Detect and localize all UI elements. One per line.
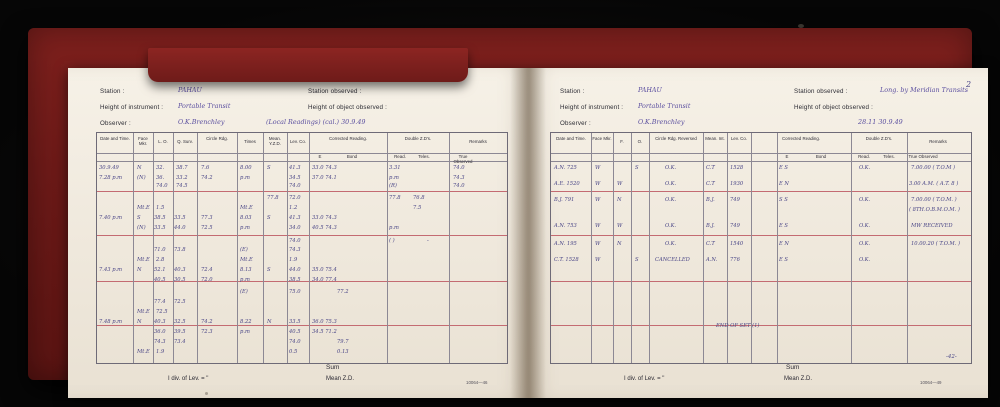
table-cell: 7.43 p.m: [99, 267, 123, 273]
table-cell: O.K.: [665, 165, 677, 171]
table-cell: CANCELLED: [655, 257, 690, 263]
right-col-doublezd: Double Z.D's.: [865, 136, 893, 141]
table-cell: W: [595, 165, 601, 171]
table-cell: 74.0: [453, 165, 465, 171]
table-cell: 7.00.00 ( T.O.M ): [911, 165, 956, 171]
left-sub-e: E: [318, 154, 322, 159]
table-cell: 7.40 p.m: [99, 215, 123, 221]
left-observer-value: O.K.Brenchley: [178, 118, 225, 126]
left-mean-zd-label: Mean Z.D.: [326, 376, 355, 382]
left-col-datetime: Date and Time.: [100, 136, 130, 141]
left-height-object-label: Height of object observed :: [308, 104, 388, 111]
table-cell: 10.00.20 ( T.O.M. ): [911, 241, 960, 247]
table-cell: 776: [730, 257, 740, 263]
table-cell: 40.5: [154, 277, 166, 283]
left-observation-table: [96, 132, 508, 364]
table-cell: ( ): [389, 238, 395, 244]
right-col-levco: Lev. Co.: [730, 136, 748, 141]
table-cell: 74.2: [201, 319, 213, 325]
table-cell: 749: [730, 197, 740, 203]
table-cell: p.m: [240, 329, 250, 335]
right-station-observed-value: Long. by Meridian Transits: [880, 86, 969, 94]
table-cell: 77.8: [267, 195, 279, 201]
right-height-instrument-value: Portable Transit: [638, 102, 691, 110]
table-cell: p.m: [240, 277, 250, 283]
table-cell: (N): [137, 175, 146, 181]
table-cell: 74.3: [453, 175, 465, 181]
table-cell: MW RECEIVED: [911, 223, 953, 229]
table-cell: 72.4: [201, 267, 213, 273]
right-col-mean: Mean. Int.: [705, 136, 725, 141]
table-cell: 72.5: [201, 225, 213, 231]
table-cell: O.K.: [859, 197, 871, 203]
left-col-levco: Lev. Co.: [289, 139, 307, 144]
table-cell: C.T: [706, 165, 715, 171]
end-of-set-note: END OF SET (1): [716, 323, 760, 329]
table-cell: 1.9: [289, 257, 298, 263]
table-cell: 749: [730, 223, 740, 229]
table-cell: 34.5 71.2: [312, 329, 337, 335]
right-height-object-label: Height of object observed :: [794, 104, 874, 111]
book-cover: [28, 28, 972, 385]
table-cell: 40.5: [289, 329, 301, 335]
table-cell: 1.9: [156, 349, 165, 355]
left-page: [68, 68, 529, 398]
table-cell: O.K.: [859, 223, 871, 229]
table-cell: W: [595, 257, 601, 263]
table-cell: Mt.E: [240, 205, 253, 211]
table-cell: 74.0: [453, 183, 465, 189]
table-cell: 35.0 75.4: [312, 267, 337, 273]
table-cell: O.K.: [665, 223, 677, 229]
table-cell: E S: [779, 165, 788, 171]
table-cell: 77.8: [389, 195, 401, 201]
table-cell: 7.28 p.m: [99, 175, 123, 181]
page-spread: [68, 68, 988, 398]
table-cell: 1.2: [289, 205, 298, 211]
table-cell: B.J.: [706, 197, 715, 203]
table-cell: 41.3: [289, 215, 301, 221]
page-number: 2: [966, 80, 972, 89]
table-cell: 33.5: [154, 225, 166, 231]
table-cell: (E): [240, 289, 248, 295]
table-cell: A.N. 753: [554, 223, 577, 229]
left-sum-label: Sum: [326, 364, 340, 371]
left-sub-teles: Teles.: [418, 154, 430, 159]
table-cell: 33.5: [289, 319, 301, 325]
table-cell: 34.0: [289, 225, 301, 231]
table-cell: 0.5: [289, 349, 298, 355]
table-cell: 77.3: [201, 215, 213, 221]
right-col-face: Face Mkr.: [592, 136, 612, 141]
table-cell: 77.4: [154, 299, 166, 305]
table-cell: 38.5: [154, 215, 166, 221]
table-cell: p.m: [389, 175, 399, 181]
right-sub-teles: Teles.: [883, 154, 895, 159]
table-cell: 30.9.49: [99, 165, 119, 171]
table-cell: 38.5: [289, 277, 301, 283]
table-cell: 30.5: [174, 277, 186, 283]
table-cell: O.K.: [859, 257, 871, 263]
table-cell: 0.13: [337, 349, 349, 355]
table-cell: 74.0: [289, 339, 301, 345]
table-cell: 36.: [156, 175, 165, 181]
table-cell: 75.0: [289, 289, 301, 295]
table-cell: p.m: [240, 225, 250, 231]
table-cell: A.N. 195: [554, 241, 577, 247]
table-cell: S S: [779, 197, 788, 203]
right-page: [528, 68, 988, 398]
table-cell: 8.00: [240, 165, 252, 171]
right-station-label: Station :: [560, 88, 585, 95]
left-station-label: Station :: [100, 88, 125, 95]
table-cell: E S: [779, 257, 788, 263]
table-cell: 8.22: [240, 319, 252, 325]
dust-speck: [798, 24, 804, 28]
table-cell: 73.4: [174, 339, 186, 345]
table-cell: S: [267, 215, 271, 221]
table-cell: N: [267, 319, 272, 325]
table-cell: Mt.E: [137, 257, 150, 263]
left-col-times: Times: [244, 139, 256, 144]
right-sub-e: E: [785, 154, 789, 159]
table-cell: E S: [779, 223, 788, 229]
table-cell: 73.8: [174, 247, 186, 253]
table-cell: 1930: [730, 181, 744, 187]
table-cell: N: [137, 319, 142, 325]
table-cell: 3.31: [389, 165, 401, 171]
right-sub-true: True Observed: [908, 154, 938, 159]
right-observer-label: Observer :: [560, 120, 591, 127]
table-cell: 74.3: [289, 247, 301, 253]
cover-flap: [148, 48, 468, 82]
right-col-corrected: Corrected Reading.: [781, 136, 821, 141]
table-cell: 33.2: [176, 175, 188, 181]
table-cell: Mt.E: [137, 309, 150, 315]
table-cell: A.N. 725: [554, 165, 577, 171]
table-cell: O.K.: [665, 197, 677, 203]
table-cell: S: [635, 165, 639, 171]
table-cell: Mt.E: [137, 349, 150, 355]
table-cell: 71.0: [154, 247, 166, 253]
left-local-readings-note: (Local Readings) (cal.) 30.9.49: [266, 118, 366, 126]
table-cell: C.T: [706, 181, 715, 187]
table-cell: W: [617, 223, 623, 229]
left-form-number: 10064—46: [466, 380, 488, 385]
table-cell: -: [427, 238, 429, 244]
table-cell: (E): [240, 247, 248, 253]
table-cell: 7.48 p.m: [99, 319, 123, 325]
table-cell: 72.5: [174, 299, 186, 305]
left-col-q: Q. Surv.: [177, 139, 193, 144]
table-cell: 32.5: [174, 319, 186, 325]
left-observer-label: Observer :: [100, 120, 131, 127]
right-mean-zd-label: Mean Z.D.: [784, 376, 813, 382]
left-sub-true: True Observed: [453, 154, 473, 164]
right-col-circle: Circle Rdg. Reversed: [655, 136, 697, 141]
right-sub-bond: Bond: [815, 154, 827, 159]
right-station-observed-label: Station observed :: [794, 88, 848, 95]
right-col-datetime: Date and Time.: [556, 136, 586, 141]
table-cell: W: [617, 181, 623, 187]
table-cell: S: [267, 165, 271, 171]
left-station-observed-label: Station observed :: [308, 88, 362, 95]
table-cell: 77.2: [337, 289, 349, 295]
table-cell: 74.5: [176, 183, 188, 189]
left-height-instrument-label: Height of instrument :: [100, 104, 164, 111]
right-col-f: F.: [620, 139, 624, 144]
left-sub-read: Read.: [394, 154, 406, 159]
table-cell: 40.3: [174, 267, 186, 273]
table-cell: 1528: [730, 165, 744, 171]
dust-speck: [205, 392, 208, 395]
table-cell: ( 8TH.O.B.M.O.M. ): [909, 207, 960, 213]
left-station-value: PAHAU: [178, 86, 202, 94]
table-cell: 40.3: [154, 319, 166, 325]
pencil-folio-mark: -42-: [946, 354, 957, 360]
table-cell: p.m: [240, 175, 250, 181]
left-col-face: Face Mkr.: [138, 136, 148, 146]
right-height-instrument-label: Height of instrument :: [560, 104, 624, 111]
table-cell: 40.5 74.3: [312, 225, 337, 231]
left-col-lo: L. O.: [158, 139, 168, 144]
table-cell: O.K.: [665, 241, 677, 247]
table-cell: N: [617, 197, 622, 203]
right-col-remarks: Remarks: [929, 139, 947, 144]
table-cell: 41.3: [289, 165, 301, 171]
table-cell: S: [635, 257, 639, 263]
table-cell: 72.3: [201, 329, 213, 335]
left-col-corrected: Corrected Reading.: [328, 136, 368, 141]
table-cell: 74.0: [289, 238, 301, 244]
right-station-value: PAHAU: [638, 86, 662, 94]
left-col-doublezd: Double Z.D's.: [404, 136, 432, 141]
table-cell: 36.0 75.3: [312, 319, 337, 325]
table-cell: A.N.: [706, 257, 718, 263]
table-cell: W: [595, 181, 601, 187]
table-cell: N: [617, 241, 622, 247]
table-cell: S: [137, 215, 141, 221]
left-col-mean: Mean. Y.Z.D.: [268, 136, 282, 146]
right-sum-label: Sum: [786, 364, 800, 371]
table-cell: 8.13: [240, 267, 252, 273]
table-cell: C.T. 1528: [554, 257, 579, 263]
right-date-note: 28.11 30.9.49: [858, 118, 903, 126]
table-cell: O.K.: [859, 165, 871, 171]
table-cell: 74.0: [289, 183, 301, 189]
table-cell: B.J. 791: [554, 197, 575, 203]
table-cell: E N: [779, 241, 789, 247]
table-cell: 72.0: [201, 277, 213, 283]
right-observer-value: O.K.Brenchley: [638, 118, 685, 126]
table-cell: 8.03: [240, 215, 252, 221]
table-cell: 52.1: [154, 267, 166, 273]
table-cell: 74.3: [154, 339, 166, 345]
table-cell: Mt.E: [240, 257, 253, 263]
table-cell: 72.5: [156, 309, 168, 315]
right-lev-div-label: I div. of Lev. = ": [624, 376, 665, 382]
table-cell: 37.0 74.1: [312, 175, 337, 181]
left-sub-bond: Bond: [346, 154, 358, 159]
table-cell: 7.6: [201, 165, 210, 171]
table-cell: 76.8: [413, 195, 425, 201]
table-cell: p.m: [389, 225, 399, 231]
table-cell: B.J.: [706, 223, 715, 229]
left-height-instrument-value: Portable Transit: [178, 102, 231, 110]
table-cell: N: [137, 267, 142, 273]
table-cell: 3.00 A.M. ( A.T. 8 ): [909, 181, 959, 187]
table-cell: 7.00.00 ( T.O.M. ): [911, 197, 957, 203]
table-cell: S: [267, 267, 271, 273]
table-cell: 34.5: [289, 175, 301, 181]
left-lev-div-label: I div. of Lev. = ": [168, 376, 209, 382]
table-cell: 72.0: [289, 195, 301, 201]
table-cell: W: [595, 197, 601, 203]
table-cell: 79.7: [337, 339, 349, 345]
right-sub-read: Read.: [858, 154, 870, 159]
table-cell: Mt.E: [137, 205, 150, 211]
table-cell: 44.0: [289, 267, 301, 273]
table-cell: 39.5: [174, 329, 186, 335]
table-cell: 38.7: [176, 165, 188, 171]
table-cell: W: [595, 223, 601, 229]
table-cell: 33.0 74.3: [312, 165, 337, 171]
table-cell: 33.0 74.3: [312, 215, 337, 221]
table-cell: 1.5: [156, 205, 165, 211]
table-cell: 33.5: [174, 215, 186, 221]
table-cell: N: [137, 165, 142, 171]
table-cell: W: [595, 241, 601, 247]
right-observation-table: [550, 132, 972, 364]
left-col-circle: Circle Rdg.: [206, 136, 228, 141]
table-cell: C.T: [706, 241, 715, 247]
table-cell: E N: [779, 181, 789, 187]
left-col-remarks: Remarks: [469, 139, 487, 144]
table-cell: A.E. 1520: [554, 181, 580, 187]
table-cell: 1540: [730, 241, 744, 247]
table-cell: 2.8: [156, 257, 165, 263]
table-cell: 32.: [156, 165, 165, 171]
table-cell: O.K.: [859, 241, 871, 247]
table-cell: 74.0: [156, 183, 168, 189]
table-cell: 36.0: [154, 329, 166, 335]
table-cell: 34.0 77.4: [312, 277, 337, 283]
right-col-o: O.: [637, 139, 643, 144]
table-cell: 7.5: [413, 205, 422, 211]
table-cell: O.K.: [665, 181, 677, 187]
table-cell: 44.0: [174, 225, 186, 231]
table-cell: (R): [389, 183, 397, 189]
right-form-number: 10064—49: [920, 380, 942, 385]
table-cell: 74.2: [201, 175, 213, 181]
table-cell: (N): [137, 225, 146, 231]
